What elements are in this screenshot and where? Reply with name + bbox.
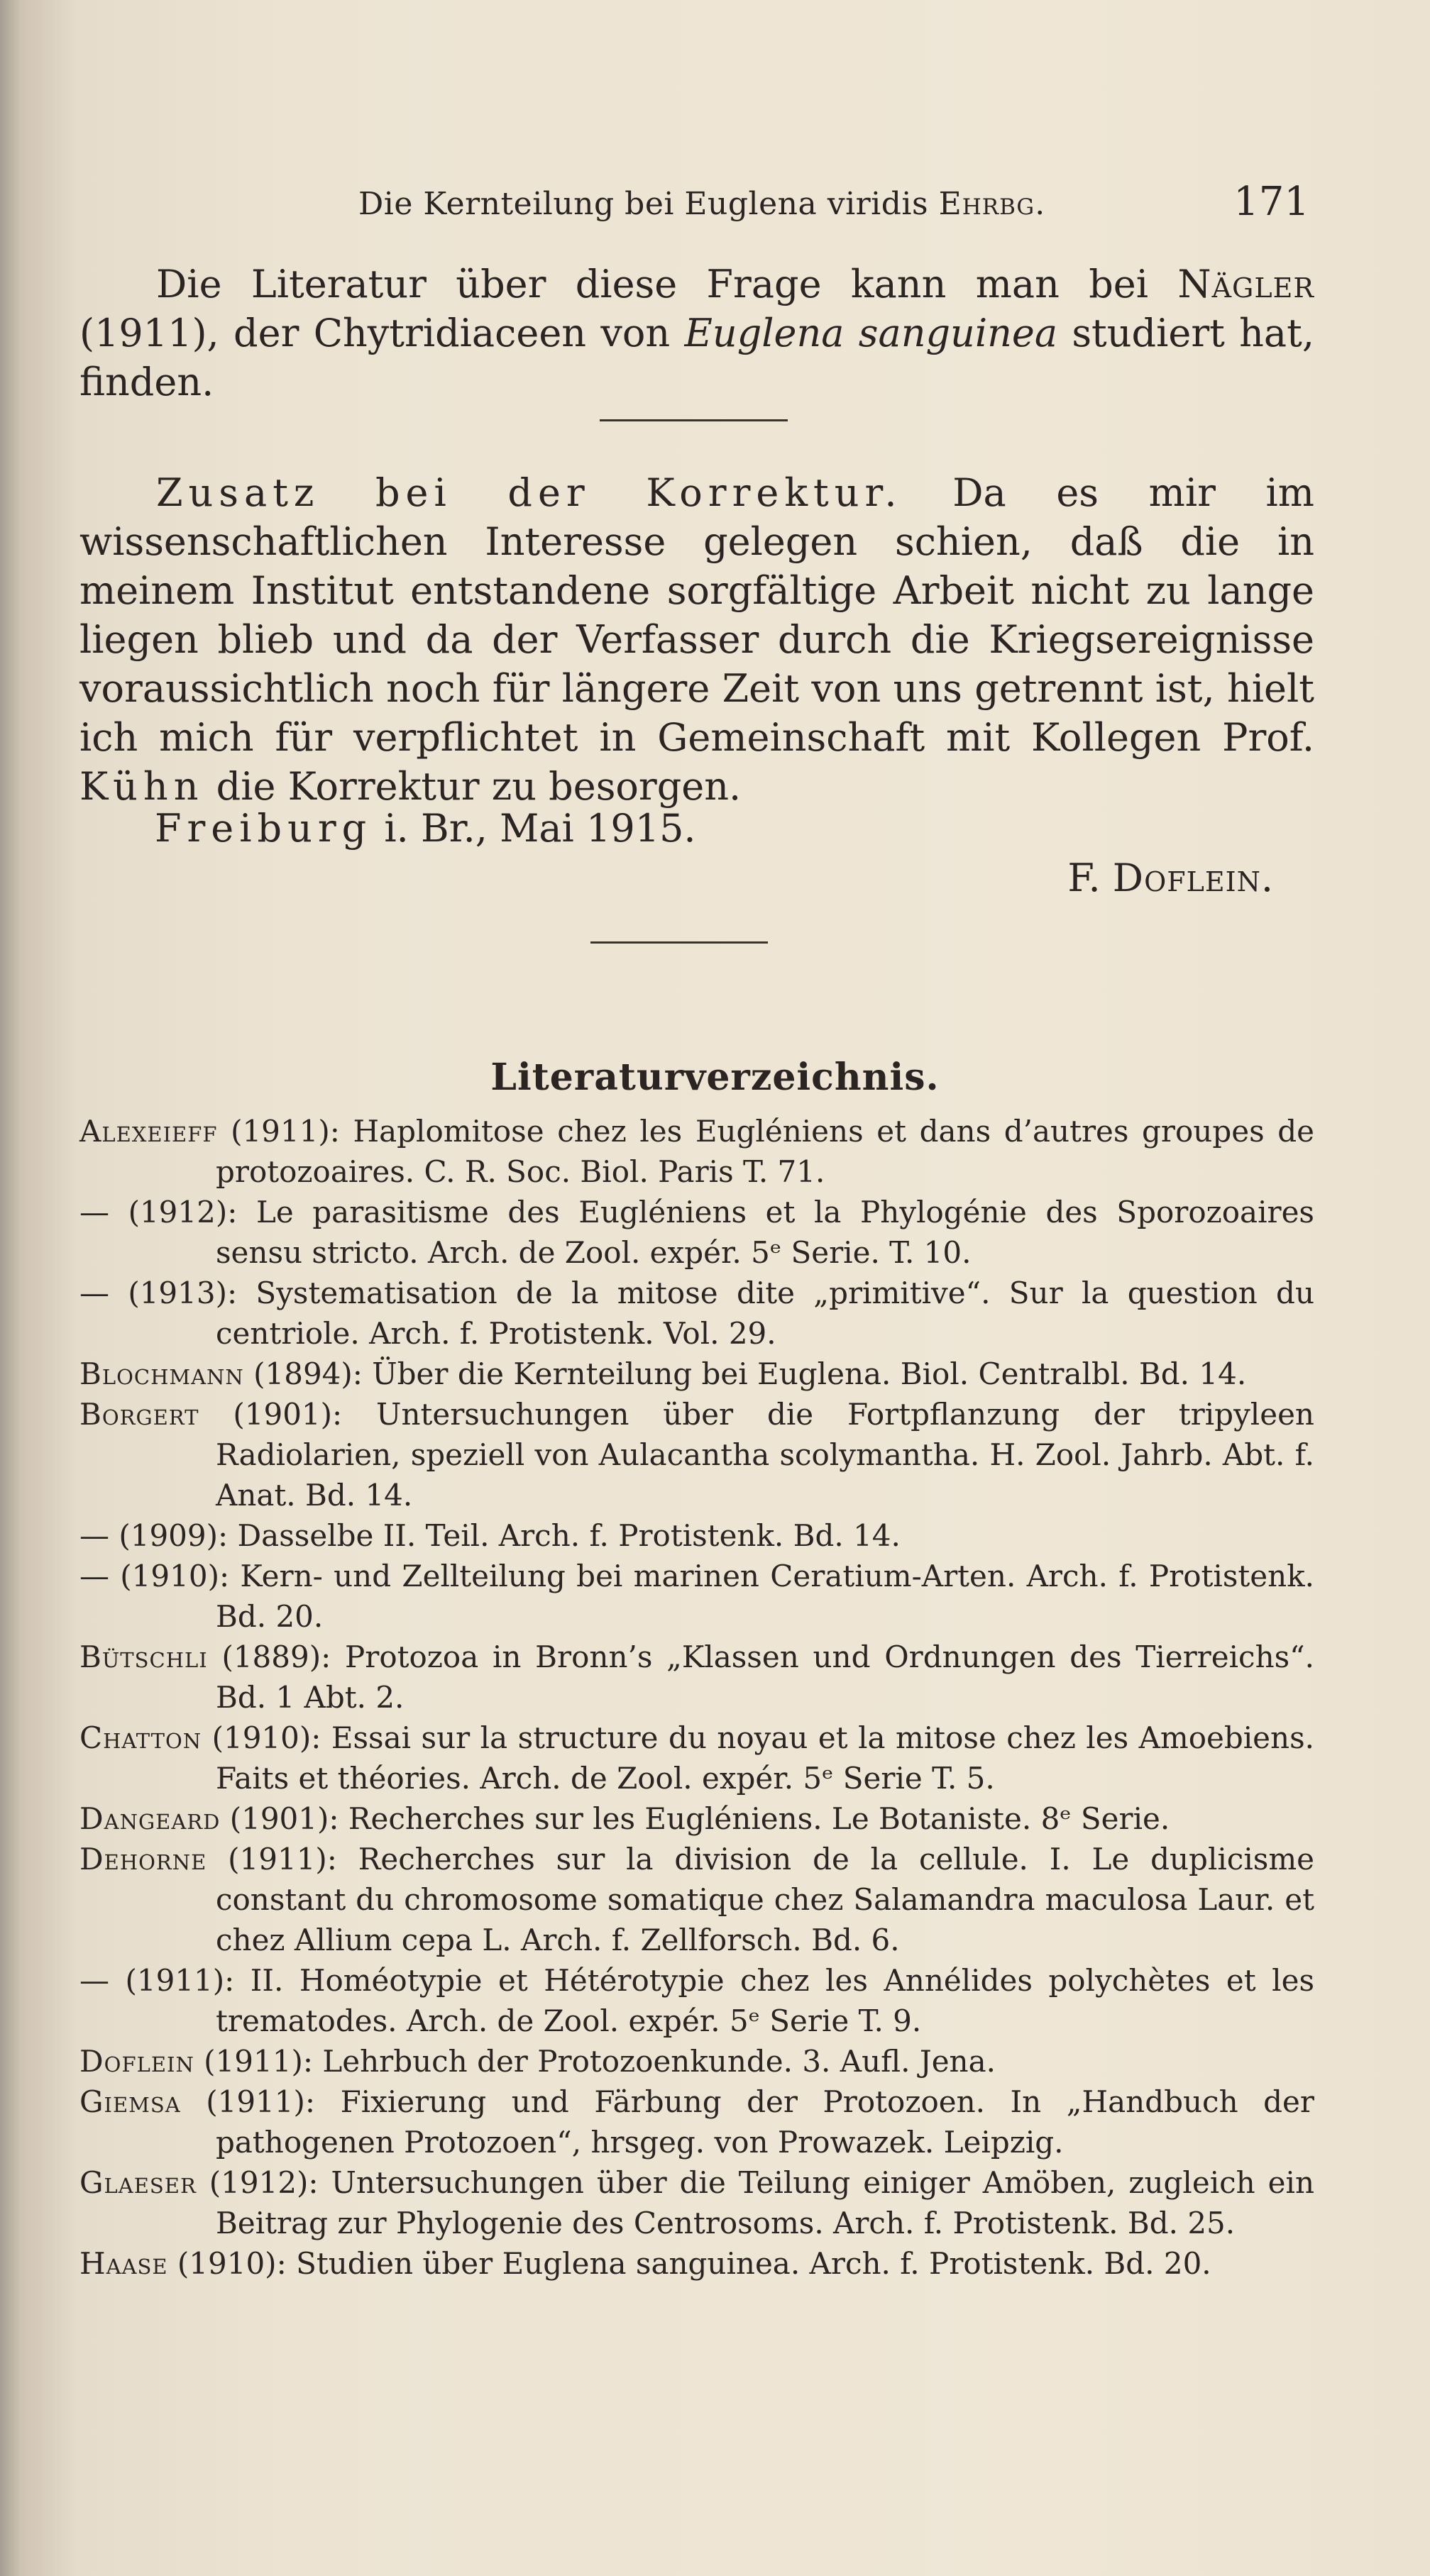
reference-text: — (1912): Le parasitisme des Eugléniens et la Phylogénie des Sporozoaires sensu stricto. Arch. de Zool. expér. 5ᵉ Serie. T. 10. — [79, 1195, 1314, 1270]
addendum-text-2: die Korrektur zu besorgen. — [204, 764, 742, 809]
reference-entry — [79, 2162, 1314, 2243]
reference-entry — [79, 1273, 1314, 1354]
reference-entry — [79, 1111, 1314, 1192]
reference-text: — (1910): Kern- und Zellteilung bei marinen Ceratium-Arten. Arch. f. Protistenk. Bd. 20. — [79, 1559, 1314, 1634]
reference-text: (1910): Essai sur la structure du noyau et la mitose chez les Amoebiens. Faits et théories. Arch. de Zool. expér. 5ᵉ Serie T. 5. — [202, 1720, 1314, 1796]
reference-text: (1910): Studien über Euglena sanguinea. Arch. f. Protistenk. Bd. 20. — [167, 2246, 1211, 2281]
place-city: Freiburg — [155, 806, 373, 851]
reference-entry — [79, 1556, 1314, 1637]
reference-entry — [79, 2041, 1314, 2082]
reference-entry — [79, 2243, 1314, 2284]
section-divider-bottom — [590, 941, 768, 944]
reference-entry — [79, 1637, 1314, 1718]
reference-author: Alexeieff — [79, 1114, 218, 1149]
reference-text: — (1909): Dasselbe II. Teil. Arch. f. Protistenk. Bd. 14. — [79, 1518, 901, 1553]
place-rest: i. Br., Mai 1915. — [372, 806, 696, 851]
running-title-text: Die Kernteilung bei Euglena viridis — [358, 186, 929, 222]
addendum-text-1: Da es mir im wissenschaftlichen Interesse gelegen schien, daß die in meinem Institut entstandene sorgfältige Arbeit nicht zu lange liegen blieb und da der Verfasser durch die Kriegsereignisse voraussichtlich noch für längere Zeit von uns getrennt ist, hielt ich mich für verpflichtet in Gemeinschaft mit Kollegen Prof. — [79, 470, 1314, 760]
reference-author: Giemsa — [79, 2084, 181, 2119]
reference-text: (1911): Lehrbuch der Protozoenkunde. 3. Aufl. Jena. — [194, 2044, 996, 2079]
reference-entry — [79, 1798, 1314, 1839]
running-title — [358, 186, 1045, 222]
signature-name: Doflein. — [1112, 856, 1274, 900]
reference-text: (1911): Recherches sur la division de la cellule. I. Le duplicisme constant du chromosome somatique chez Salamandra maculosa Laur. et chez Allium cepa L. Arch. f. Zellforsch. Bd. 6. — [207, 1842, 1314, 1957]
reference-entry — [79, 1192, 1314, 1273]
intro-text-1: Die Literatur über diese Frage kann man bei — [156, 262, 1178, 306]
references-heading: Literaturverzeichnis. — [490, 1056, 940, 1099]
reference-author: Bütschli — [79, 1640, 208, 1674]
addendum-name: Kühn — [79, 764, 204, 809]
page-number: 171 — [1233, 179, 1309, 225]
reference-entry — [79, 1960, 1314, 2041]
reference-author: Haase — [79, 2246, 168, 2281]
place-date — [155, 806, 696, 851]
reference-entry — [79, 1718, 1314, 1798]
intro-text-2: (1911), der Chytridiaceen von — [79, 311, 685, 355]
reference-entry — [79, 2082, 1314, 2162]
intro-paragraph — [79, 260, 1314, 407]
reference-text: (1889): Protozoa in Bronn’s „Klassen und Ordnungen des Tierreichs“. Bd. 1 Abt. 2. — [207, 1640, 1314, 1715]
reference-text: (1894): Über die Kernteilung bei Euglena. Biol. Centralbl. Bd. 14. — [243, 1356, 1247, 1391]
reference-text: (1911): Fixierung und Färbung der Protozoen. In „Handbuch der pathogenen Protozoen“, hrsgeg. von Prowazek. Leipzig. — [180, 2084, 1314, 2160]
reference-text: (1911): Haplomitose chez les Eugléniens et dans d’autres groupes de protozoaires. C. R. Soc. Biol. Paris T. 71. — [216, 1114, 1314, 1189]
reference-text: — (1913): Systematisation de la mitose dite „primitive“. Sur la question du centriole. Arch. f. Protistenk. Vol. 29. — [79, 1276, 1314, 1351]
reference-author: Glaeser — [79, 2165, 197, 2200]
signature — [1067, 856, 1274, 900]
reference-entry — [79, 1354, 1314, 1394]
addendum-paragraph — [79, 468, 1314, 811]
intro-author: Nägler — [1177, 262, 1314, 306]
reference-author: Blochmann — [79, 1356, 244, 1391]
reference-text: — (1911): II. Homéotypie et Hétérotypie chez les Annélides polychètes et les trematodes. Arch. de Zool. expér. 5ᵉ Serie T. 9. — [79, 1963, 1314, 2038]
intro-text-3: studiert hat, finden. — [79, 311, 1314, 404]
reference-entry — [79, 1394, 1314, 1515]
reference-entry — [79, 1515, 1314, 1556]
section-divider-top — [600, 419, 788, 421]
reference-author: Doflein — [79, 2044, 194, 2079]
reference-entry — [79, 1839, 1314, 1960]
reference-text: (1912): Untersuchungen über die Teilung einiger Amöben, zugleich ein Beitrag zur Phylogenie des Centrosoms. Arch. f. Protistenk. Bd. 25. — [196, 2165, 1314, 2240]
addendum-label: Zusatz bei der Korrektur. — [156, 470, 903, 515]
reference-text: (1901): Untersuchungen über die Fortpflanzung der tripyleen Radiolarien, speziell von Aulacantha scolymantha. H. Zool. Jahrb. Abt. f. Anat. Bd. 14. — [199, 1397, 1314, 1513]
references-list — [79, 1111, 1314, 2284]
intro-species: Euglena sanguinea — [684, 311, 1058, 355]
reference-author: Borgert — [79, 1397, 199, 1432]
reference-text: (1901): Recherches sur les Eugléniens. Le Botaniste. 8ᵉ Serie. — [220, 1801, 1170, 1836]
reference-author: Dehorne — [79, 1842, 207, 1876]
reference-author: Dangeard — [79, 1801, 221, 1836]
reference-author: Chatton — [79, 1720, 202, 1755]
signature-initial: F. — [1067, 856, 1113, 900]
running-title-author: Ehrbg. — [938, 186, 1046, 222]
